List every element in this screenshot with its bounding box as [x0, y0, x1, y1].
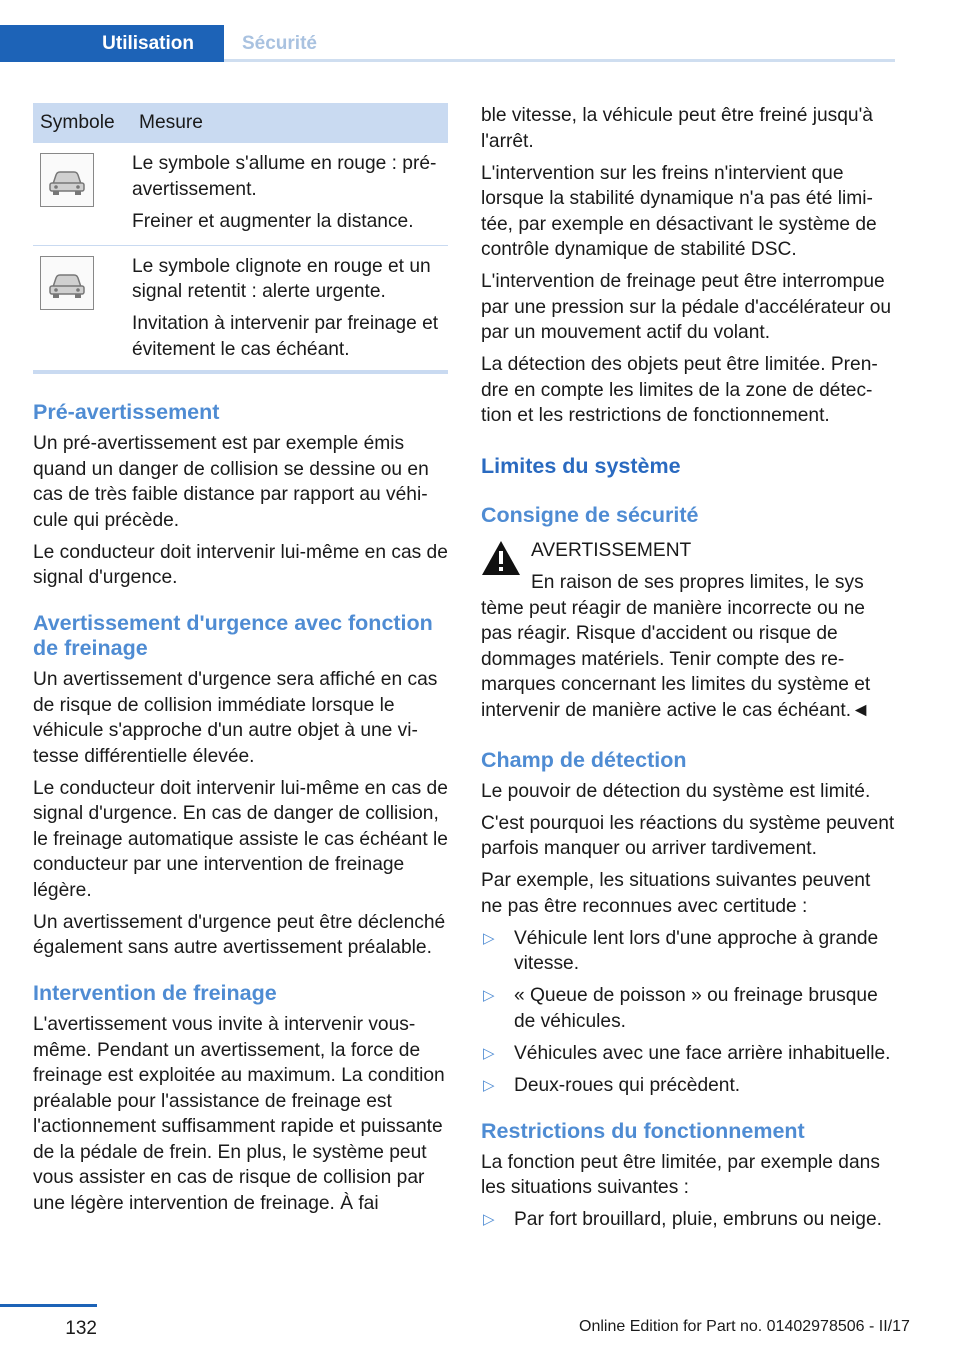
paragraph: L'intervention de freinage peut être interrompue par une pression sur la pédale d'accélérateur ou par un mouvement actif du volant.: [481, 271, 892, 343]
header-tabs: [0, 25, 895, 62]
table-header-mesure: Mesure: [132, 103, 448, 143]
footer-rule: [0, 1304, 97, 1307]
detection-list: [481, 926, 896, 1099]
bullet-triangle-icon: ▷: [483, 1044, 495, 1062]
heading-restrictions-fonctionnement: Restrictions du fonctionnement: [481, 1118, 805, 1143]
page-number: 132: [65, 1318, 97, 1339]
paragraph: C'est pourquoi les réactions du système peuvent parfois manquer ou arriver tardivement.: [481, 812, 895, 859]
paragraph: La détection des objets peut être limitée. Prendre en compte les limites de la zone de détection et les restrictions de fonctionnement.: [481, 354, 878, 426]
bullet-triangle-icon: ▷: [483, 929, 495, 947]
left-column: [33, 103, 448, 1223]
restrictions-list: [481, 1207, 896, 1233]
list-item: ▷ Véhicule lent lors d'une approche à grande vitesse.: [483, 927, 879, 974]
warning-text: En raison de ses propres limites, le sys: [531, 572, 864, 593]
bullet-triangle-icon: ▷: [483, 987, 495, 1004]
paragraph: Un avertissement d'urgence sera affiché en cas de risque de collision immédiate lorsque le véhicule s'approche d'un autre objet à une vitesse différentielle élevée.: [33, 669, 438, 767]
table-cell-text: Invitation à intervenir par freinage et évitement le cas échéant.: [132, 313, 439, 360]
list-item: ▷ Par fort brouillard, pluie, embruns ou neige.: [481, 1207, 896, 1233]
header-rule: [224, 59, 895, 62]
heading-consigne-securite: Consigne de sécurité: [481, 503, 699, 527]
symbol-table: [33, 103, 448, 374]
list-item: ▷ Véhicules avec une face arrière inhabituelle.: [481, 1041, 896, 1067]
paragraph: Le pouvoir de détection du système est limité.: [481, 780, 871, 802]
heading-champ-detection: Champ de détection: [481, 747, 687, 772]
paragraph: L'avertissement vous invite à intervenir vous-même. Pendant un avertissement, la force de freinage est exploitée au maximum. La condition préalable pour l'assistance de freinage est l'actionnement suffisamment rapide et puissante de la pédale de frein. En plus, le système peut vous assister en cas de risque de collision par une légère intervention de freinage. À fai: [33, 1014, 445, 1214]
paragraph: ble vitesse, la véhicule peut être freiné jusqu'à l'arrêt.: [481, 105, 873, 152]
bullet-triangle-icon: ▷: [483, 1076, 495, 1094]
table-row: [33, 245, 448, 372]
paragraph: Le conducteur doit intervenir lui-même en cas de signal d'urgence. En cas de danger de collision, le freinage automatique assiste le cas échéant le conducteur par une intervention de freinage légère.: [33, 777, 448, 901]
paragraph: Par exemple, les situations suivantes peuvent ne pas être reconnues avec certitude :: [481, 870, 871, 917]
tab-utilisation[interactable]: Utilisation: [0, 25, 224, 62]
table-cell-text: Le symbole s'allume en rouge : pré-avertissement.: [132, 153, 437, 200]
heading-avertissement-urgence: Avertissement d'urgence avec fonction de freinage: [33, 611, 433, 660]
paragraph: Un avertissement d'urgence peut être déclenché également sans autre avertissement préalable.: [33, 911, 446, 958]
heading-limites-systeme: Limites du système: [481, 454, 681, 478]
table-header-symbole: Symbole: [33, 103, 132, 143]
bullet-triangle-icon: ▷: [483, 1211, 495, 1228]
table-cell-text: Le symbole clignote en rouge et un signal retentit : alerte urgente.: [132, 255, 431, 302]
warning-title: AVERTISSEMENT: [531, 540, 692, 561]
paragraph: L'intervention sur les freins n'intervient que lorsque la stabilité dynamique n'a pas été limitée, par exemple en désactivant le système de contrôle dynamique de stabilité DSC.: [481, 162, 877, 260]
paragraph: Un pré-avertissement est par exemple émis quand un danger de collision se dessine ou en cas de très faible distance par rapport au véhicule qui précède.: [33, 433, 429, 531]
paragraph: Le conducteur doit intervenir lui-même en cas de signal d'urgence.: [33, 541, 448, 588]
heading-intervention-freinage: Intervention de freinage: [33, 981, 277, 1005]
tab-securite[interactable]: Sécurité: [242, 32, 317, 54]
heading-pre-avertissement: Pré-avertissement: [33, 400, 220, 424]
table-row: [33, 143, 448, 245]
list-item: ▷ Deux-roues qui précèdent.: [481, 1073, 896, 1099]
edition-text: Online Edition for Part no. 01402978506 - II/17: [579, 1318, 910, 1335]
table-cell-text: Freiner et augmenter la distance.: [132, 210, 414, 232]
car-warning-icon: [40, 153, 94, 207]
right-column: [481, 103, 896, 1239]
warning-triangle-icon: [481, 540, 521, 584]
paragraph: La fonction peut être limitée, par exemple dans les situations suivantes :: [481, 1151, 880, 1198]
warning-block: [481, 538, 896, 723]
car-warning-icon: [40, 256, 94, 310]
warning-text: tème peut réagir de manière incorrecte ou ne pas réagir. Risque d'accident ou risque de dommages matériels. Tenir compte des remarques concernant les limites du système et intervenir de manière active le cas échéant.◄: [481, 597, 871, 721]
list-item: ▷ « Queue de poisson » ou freinage brusque de véhicules.: [483, 985, 878, 1032]
